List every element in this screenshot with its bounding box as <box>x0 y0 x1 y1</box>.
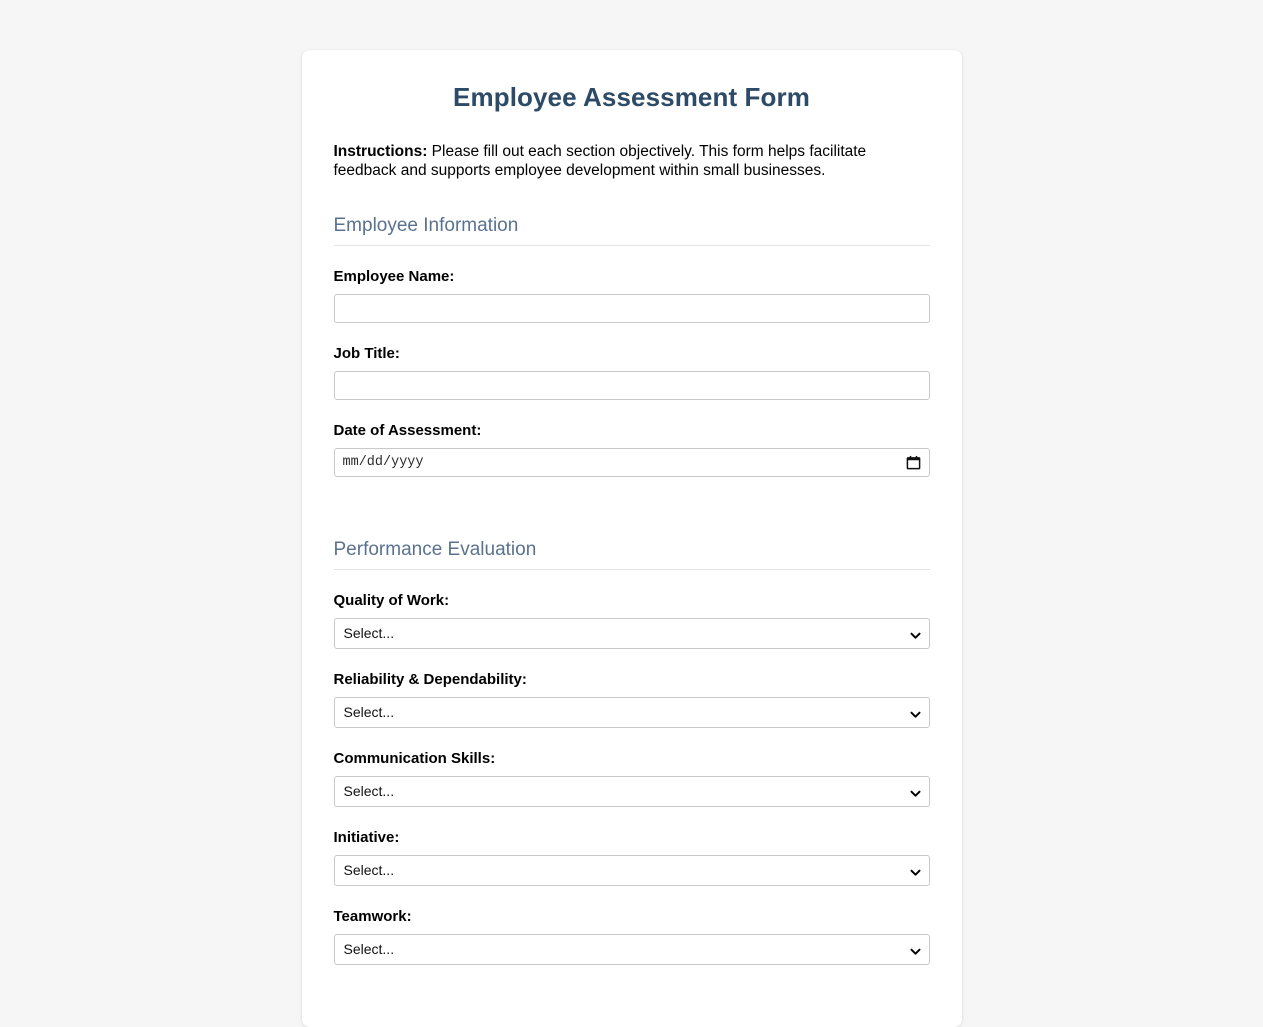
section-spacer <box>334 570 930 592</box>
field-communication-skills <box>334 750 930 807</box>
select-value-reliability-dependability: Select... <box>343 704 395 721</box>
label-communication-skills: Communication Skills: <box>333 749 496 767</box>
date-of-assessment-input[interactable] <box>334 448 930 477</box>
section-header-employee-information: Employee Information <box>334 215 930 246</box>
quality-of-work-select[interactable] <box>334 618 930 649</box>
select-value-initiative: Select... <box>343 862 395 879</box>
instructions-text <box>334 143 930 181</box>
label-job-title: Job Title: <box>333 344 400 362</box>
label-employee-name: Employee Name: <box>333 267 455 285</box>
reliability-dependability-select[interactable] <box>334 697 930 728</box>
label-reliability-dependability: Reliability & Dependability: <box>333 670 527 688</box>
label-initiative: Initiative: <box>333 828 400 846</box>
date-placeholder-text: mm/dd/yyyy <box>342 454 424 470</box>
label-quality-of-work: Quality of Work: <box>333 591 450 609</box>
select-value-teamwork: Select... <box>343 941 395 958</box>
label-teamwork: Teamwork: <box>333 907 412 925</box>
field-date-of-assessment <box>334 422 930 477</box>
employee-name-input[interactable] <box>334 294 930 323</box>
field-employee-name <box>334 268 930 323</box>
field-initiative <box>334 829 930 886</box>
select-value-quality-of-work: Select... <box>343 625 395 642</box>
page-title: Employee Assessment Form <box>453 82 810 112</box>
communication-skills-select[interactable] <box>334 776 930 807</box>
instructions-body: Please fill out each section objectively. This form helps facilitate feedback and supports employee development within small businesses. <box>333 143 867 179</box>
field-quality-of-work <box>334 592 930 649</box>
select-wrapper-initiative <box>334 855 930 886</box>
job-title-input[interactable] <box>334 371 930 400</box>
select-wrapper-reliability-dependability <box>334 697 930 728</box>
select-wrapper-communication-skills <box>334 776 930 807</box>
section-spacer-large <box>334 499 930 539</box>
field-teamwork <box>334 908 930 965</box>
section-spacer <box>334 246 930 268</box>
assessment-form-card <box>302 50 962 1027</box>
select-wrapper-teamwork <box>334 934 930 965</box>
select-value-communication-skills: Select... <box>343 783 395 800</box>
instructions-label: Instructions: <box>333 143 428 160</box>
field-reliability-dependability <box>334 671 930 728</box>
initiative-select[interactable] <box>334 855 930 886</box>
select-wrapper-quality-of-work <box>334 618 930 649</box>
teamwork-select[interactable] <box>334 934 930 965</box>
field-job-title <box>334 345 930 400</box>
date-input-wrapper <box>334 448 930 477</box>
section-header-performance-evaluation: Performance Evaluation <box>334 539 930 570</box>
label-date-of-assessment: Date of Assessment: <box>333 421 482 439</box>
